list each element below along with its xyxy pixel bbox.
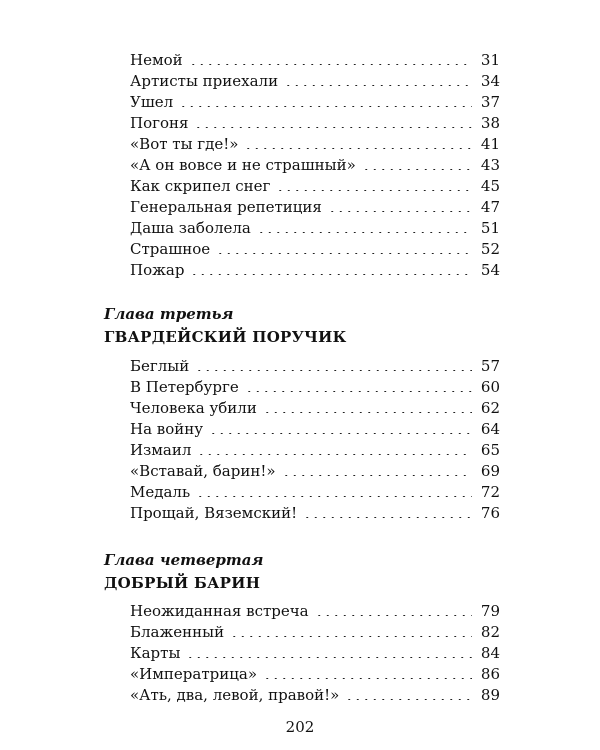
dot-leader — [328, 211, 472, 212]
toc-entry — [130, 461, 500, 481]
toc-entry-page: 82 — [480, 623, 500, 641]
toc-entry-page: 34 — [480, 72, 500, 90]
dot-leader — [362, 169, 472, 170]
toc-entry-page: 79 — [480, 602, 500, 620]
toc-entry — [130, 664, 500, 684]
toc-entry-page: 89 — [480, 686, 500, 704]
toc-entry — [130, 239, 500, 259]
toc-entry — [130, 71, 500, 91]
toc-entry-page: 45 — [480, 177, 500, 195]
toc-entry-title: Блаженный — [130, 623, 225, 641]
toc-entry — [130, 155, 500, 175]
chapter-title: ГВАРДЕЙСКИЙ ПОРУЧИК — [104, 328, 347, 346]
toc-entry-page: 41 — [480, 135, 500, 153]
toc-entry — [130, 398, 500, 418]
toc-entry-page: 62 — [480, 399, 500, 417]
toc-entry — [130, 356, 500, 376]
toc-entry-title: На войну — [130, 420, 204, 438]
toc-entry-page: 38 — [480, 114, 500, 132]
toc-entry-page: 47 — [480, 198, 500, 216]
toc-entry-page: 52 — [480, 240, 500, 258]
toc-entry-page: 84 — [480, 644, 500, 662]
toc-entry-title: «Ать, два, левой, правой!» — [130, 686, 340, 704]
toc-entry-title: Медаль — [130, 483, 191, 501]
toc-entry-page: 86 — [480, 665, 500, 683]
toc-entry-page: 43 — [480, 156, 500, 174]
dot-leader — [196, 496, 472, 497]
dot-leader — [244, 148, 472, 149]
toc-entry-title: Человека убили — [130, 399, 257, 417]
toc-entry-title: «А он вовсе и не страшный» — [130, 156, 356, 174]
dot-leader — [263, 678, 472, 679]
toc-entry-title: Артисты приехали — [130, 72, 279, 90]
toc-entry-title: В Петербурге — [130, 378, 239, 396]
toc-entry-title: Беглый — [130, 357, 190, 375]
toc-entry-title: «Императрица» — [130, 665, 258, 683]
toc-entry-title: Погоня — [130, 114, 189, 132]
toc-entry-title: Неожиданная встреча — [130, 602, 309, 620]
chapter-label: Глава четвертая — [104, 551, 264, 569]
toc-entry-page: 37 — [480, 93, 500, 111]
toc-entry — [130, 260, 500, 280]
toc-entry-title: Пожар — [130, 261, 185, 279]
dot-leader — [189, 64, 472, 65]
dot-leader — [195, 370, 472, 371]
toc-entry-title: Измаил — [130, 441, 192, 459]
chapter-label: Глава третья — [104, 305, 234, 323]
dot-leader — [216, 253, 472, 254]
dot-leader — [209, 433, 472, 434]
dot-leader — [345, 699, 472, 700]
dot-leader — [197, 454, 472, 455]
toc-entry — [130, 503, 500, 523]
toc-entry-page: 57 — [480, 357, 500, 375]
toc-entry — [130, 622, 500, 642]
toc-entry — [130, 643, 500, 663]
dot-leader — [276, 190, 472, 191]
toc-entry-page: 60 — [480, 378, 500, 396]
toc-entry-title: «Вот ты где!» — [130, 135, 239, 153]
toc-entry-title: Даша заболела — [130, 219, 251, 237]
toc-entry — [130, 92, 500, 112]
toc-entry — [130, 482, 500, 502]
toc-entry — [130, 440, 500, 460]
toc-entry-title: «Вставай, барин!» — [130, 462, 276, 480]
toc-entry-page: 76 — [480, 504, 500, 522]
toc-entry-title: Прощай, Вяземский! — [130, 504, 298, 522]
toc-entry-title: Генеральная репетиция — [130, 198, 322, 216]
toc-entry — [130, 176, 500, 196]
dot-leader — [245, 391, 472, 392]
toc-entry — [130, 113, 500, 133]
toc-entry — [130, 218, 500, 238]
dot-leader — [194, 127, 472, 128]
toc-entry-title: Страшное — [130, 240, 211, 258]
toc-entry — [130, 377, 500, 397]
chapter-title: ДОБРЫЙ БАРИН — [104, 574, 261, 592]
toc-entry-title: Как скрипел снег — [130, 177, 271, 195]
dot-leader — [257, 232, 472, 233]
dot-leader — [179, 106, 472, 107]
dot-leader — [284, 85, 472, 86]
toc-entry-page: 64 — [480, 420, 500, 438]
dot-leader — [315, 615, 472, 616]
toc-entry — [130, 134, 500, 154]
toc-entry-page: 72 — [480, 483, 500, 501]
toc-entry-page: 65 — [480, 441, 500, 459]
dot-leader — [230, 636, 472, 637]
toc-entry — [130, 50, 500, 70]
toc-entry-page: 31 — [480, 51, 500, 69]
toc-entry — [130, 685, 500, 705]
toc-entry-title: Немой — [130, 51, 183, 69]
toc-entry-page: 69 — [480, 462, 500, 480]
toc-entry — [130, 601, 500, 621]
dot-leader — [303, 517, 472, 518]
toc-entry-title: Карты — [130, 644, 181, 662]
dot-leader — [263, 412, 472, 413]
toc-entry — [130, 197, 500, 217]
toc-entry — [130, 419, 500, 439]
toc-entry-title: Ушел — [130, 93, 174, 111]
page-number: 202 — [285, 718, 315, 736]
toc-entry-page: 51 — [480, 219, 500, 237]
dot-leader — [186, 657, 472, 658]
dot-leader — [190, 274, 472, 275]
toc-entry-page: 54 — [480, 261, 500, 279]
dot-leader — [282, 475, 472, 476]
